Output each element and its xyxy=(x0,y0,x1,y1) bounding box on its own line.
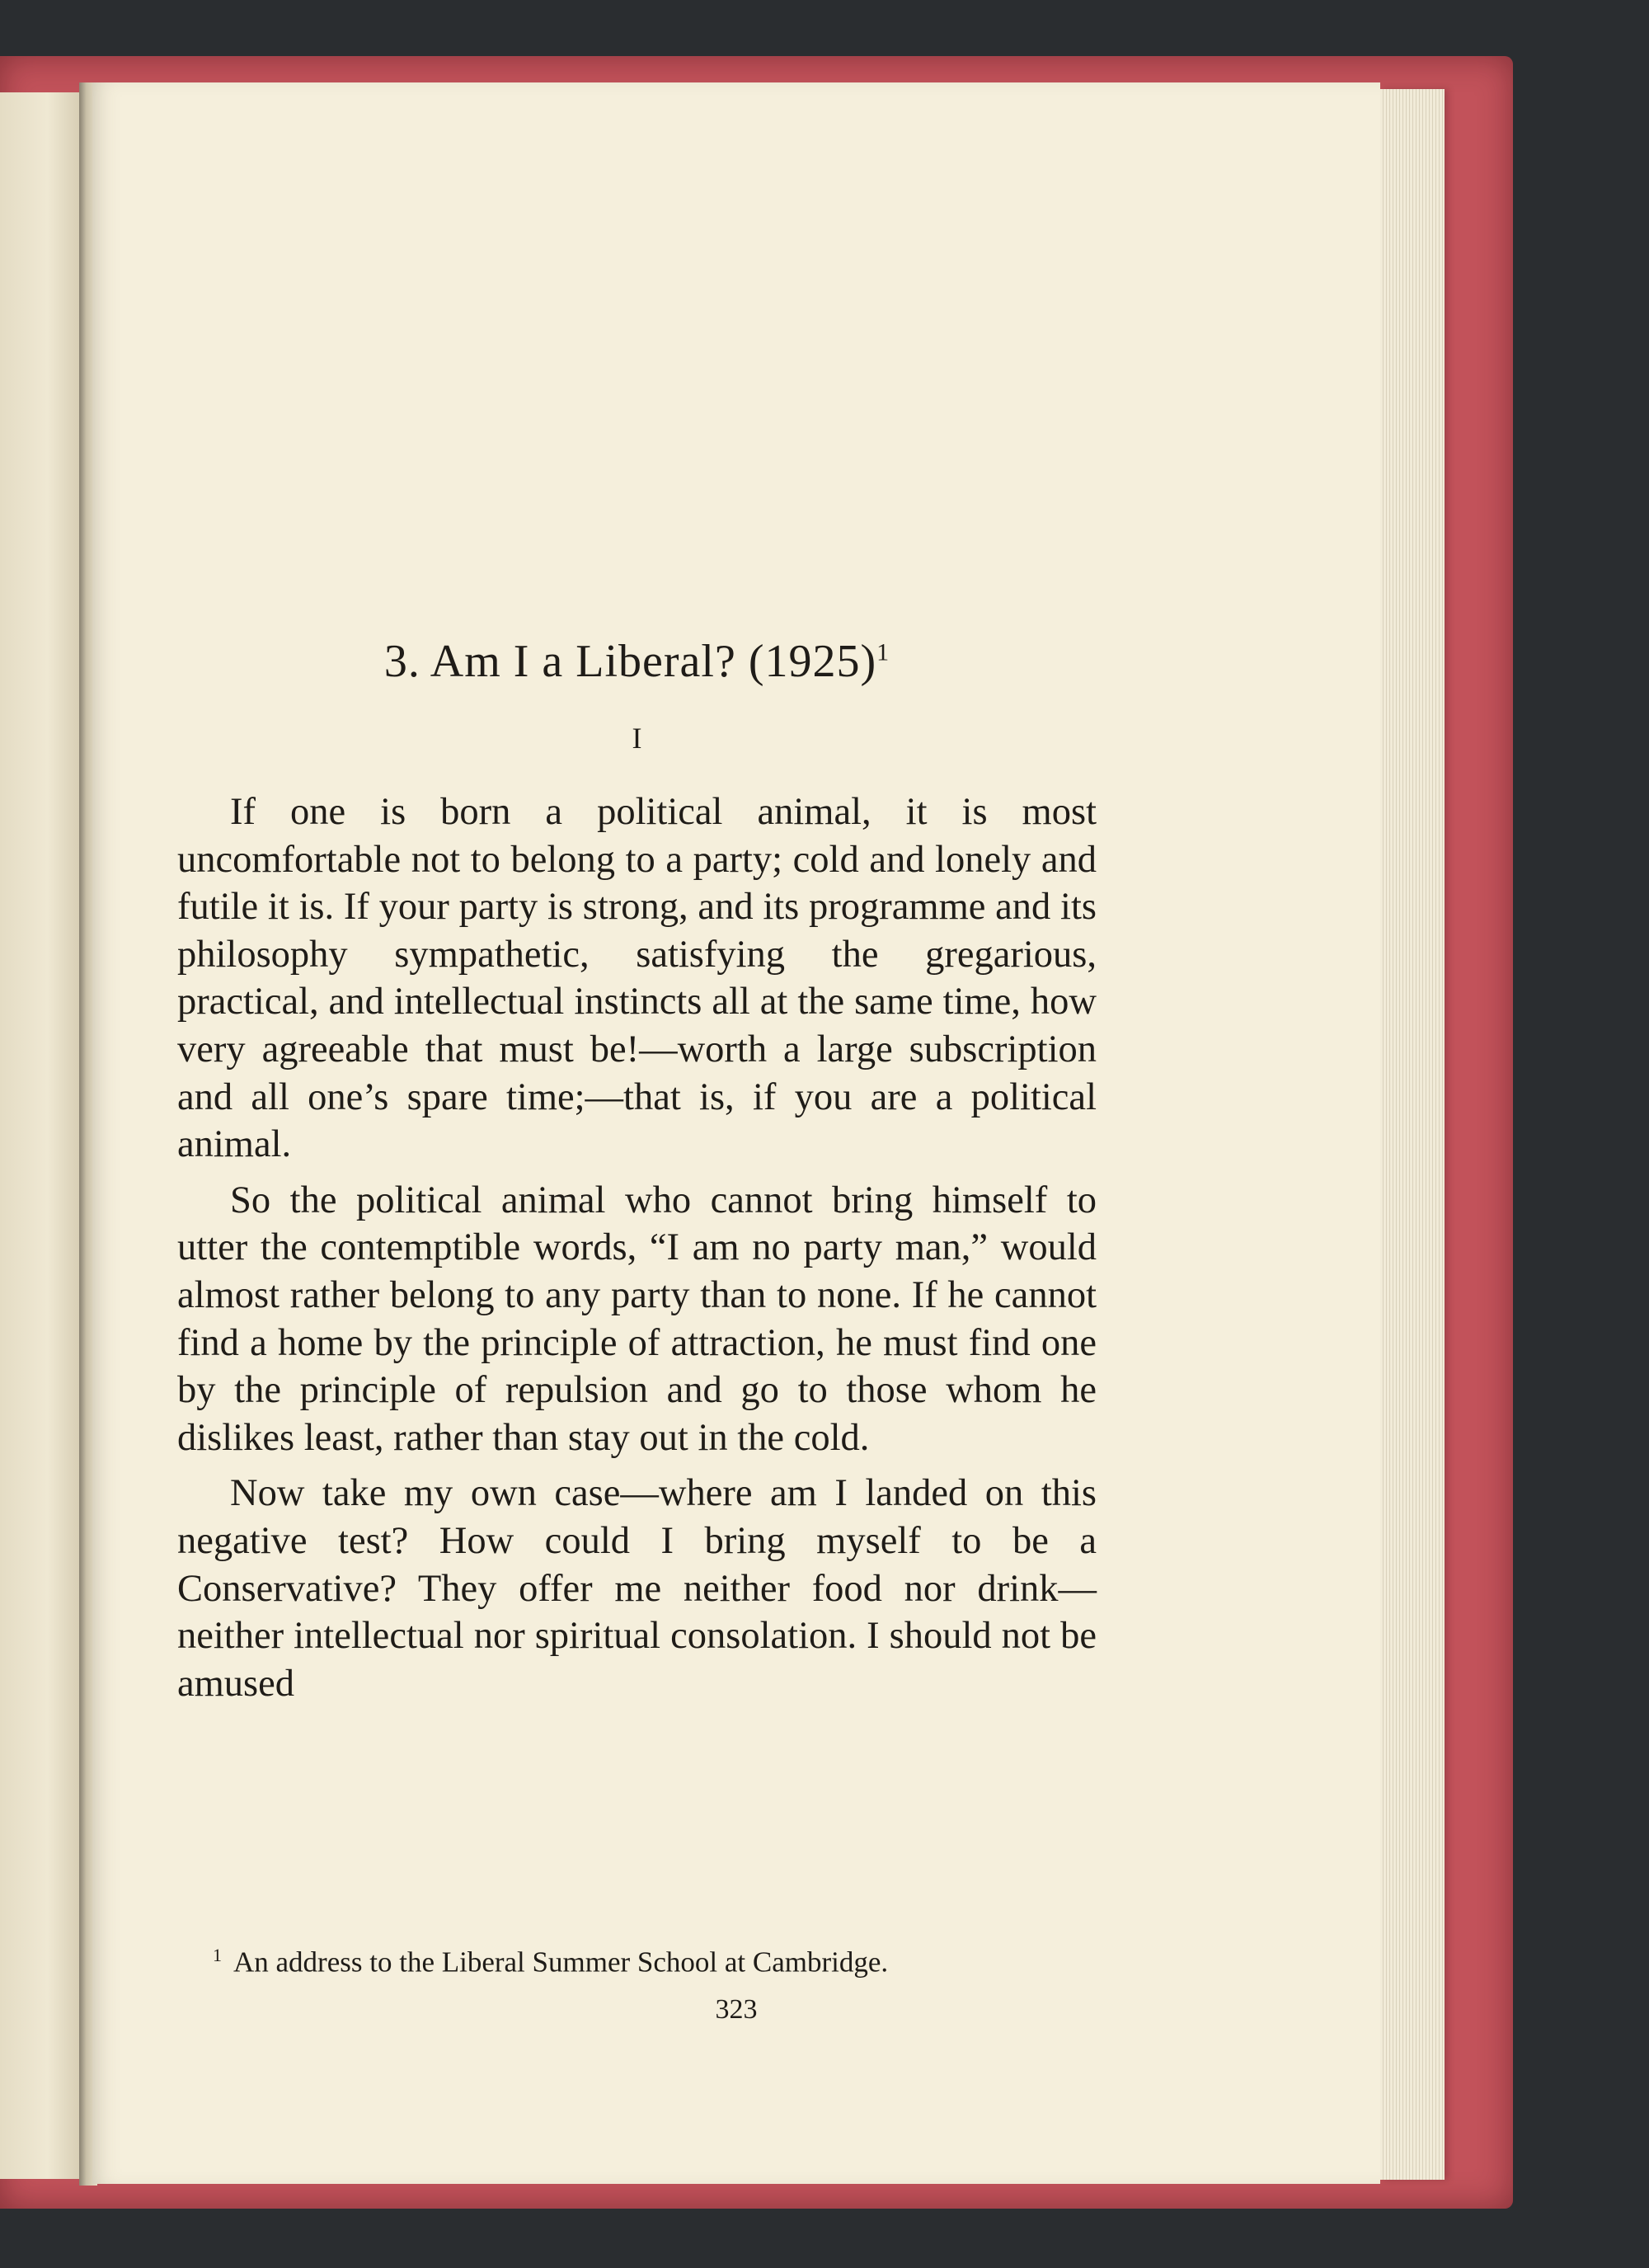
section-number: I xyxy=(632,722,642,755)
footnote-text: An address to the Liberal Summer School at Cambridge. xyxy=(233,1946,889,1979)
footnote-marker: 1 xyxy=(213,1945,222,1965)
footnote xyxy=(213,1945,1103,1979)
paragraph: If one is born a political animal, it is most uncomfortable not to belong to a party; cold and lonely and futile it is. If your party is strong, and its programme and its philosophy sympathetic, satisfying the gregarious, practical, and intellectual instincts all at the same time, how very agreeable that must be!—worth a large subscription and all one’s spare time;—that is, if you are a political animal. xyxy=(177,791,1097,1166)
page-content xyxy=(177,635,1097,1715)
left-page-edge xyxy=(0,92,79,2179)
chapter-title-text: 3. Am I a Liberal? (1925) xyxy=(383,636,877,687)
page-block-edges xyxy=(1380,89,1445,2180)
chapter-footnote-marker: 1 xyxy=(876,638,890,666)
paragraph: So the political animal who cannot bring himself to utter the contemptible words, “I am no party man,” would almost rather belong to any party than to none. If he cannot find a home by the principle of attraction, he must find one by the principle of repulsion and go to those whom he dislikes least, rather than stay out in the cold. xyxy=(177,1179,1097,1459)
page-number: 323 xyxy=(715,1994,758,2025)
paragraph: Now take my own case—where am I landed on this negative test? How could I bring myself to be a Conservative? They offer me neither food nor drink—neither intellectual nor spiritual consolation. I should not be amused xyxy=(177,1472,1097,1705)
chapter-title xyxy=(177,635,1097,688)
